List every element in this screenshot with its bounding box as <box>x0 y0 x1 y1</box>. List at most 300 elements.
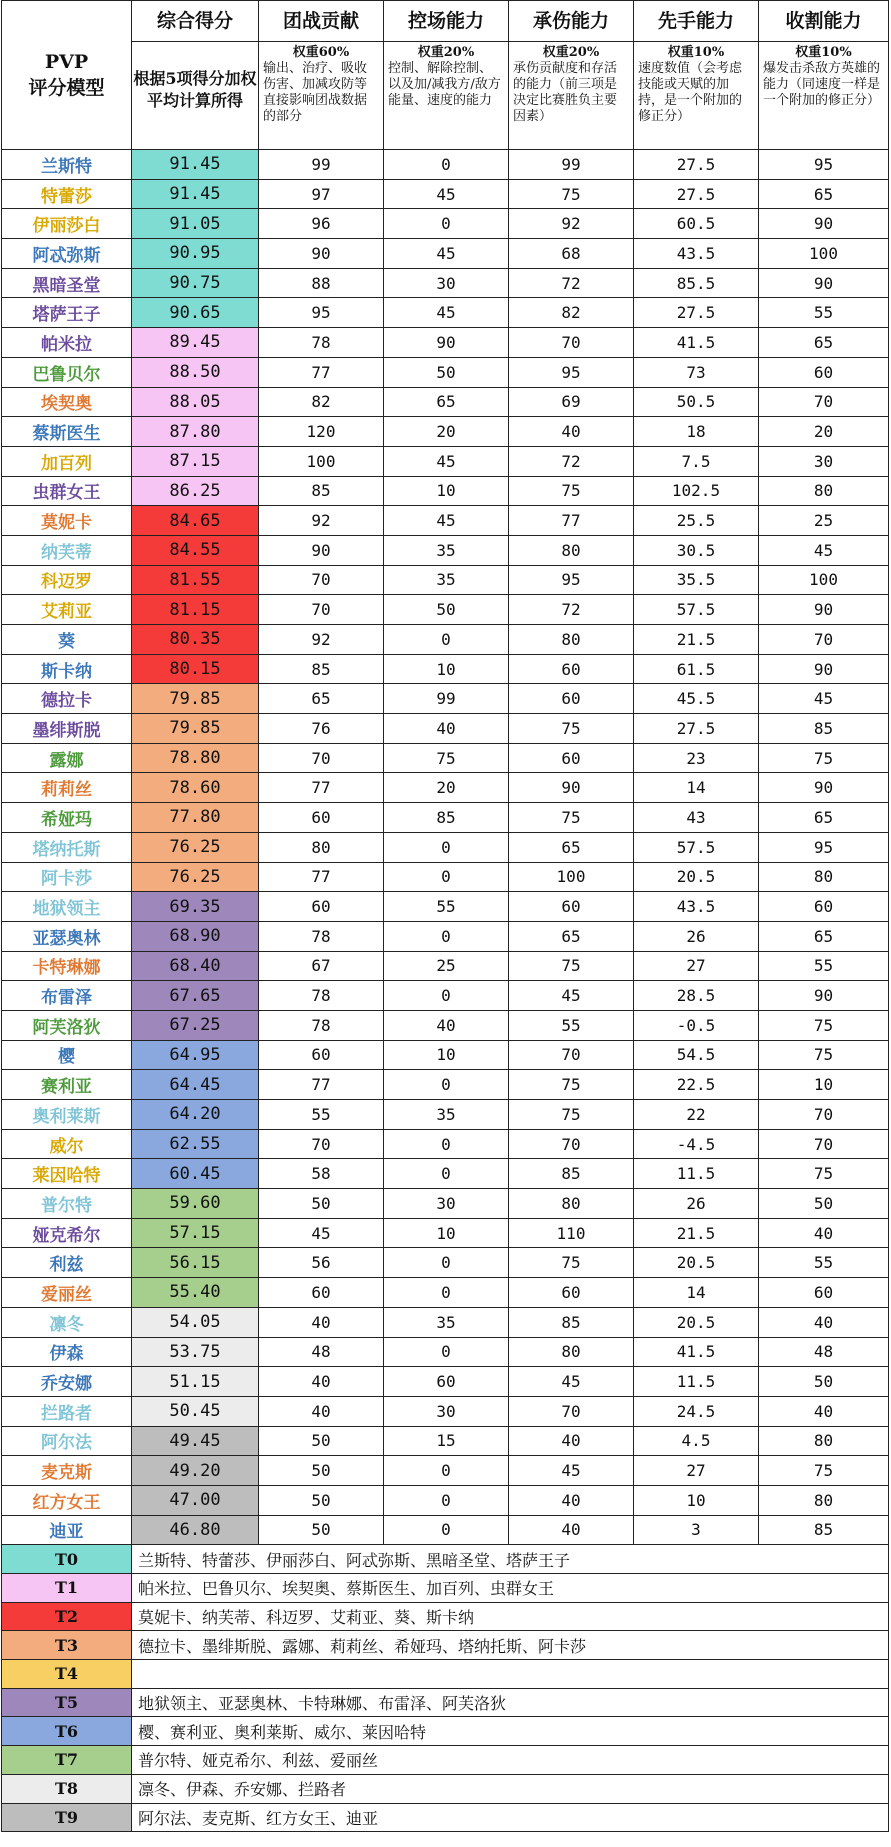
stat-value: 100 <box>759 565 889 595</box>
stat-value: 80 <box>759 476 889 506</box>
hero-name: 露娜 <box>2 743 132 773</box>
total-score: 53.75 <box>132 1337 259 1367</box>
table-row <box>2 535 889 565</box>
tier-label: T1 <box>2 1574 132 1603</box>
col-header-tank <box>509 1 634 150</box>
table-row <box>2 981 889 1011</box>
tier-label: T6 <box>2 1717 132 1746</box>
stat-value: 95 <box>759 150 889 180</box>
table-row <box>2 1040 889 1070</box>
stat-value: 35 <box>384 1100 509 1130</box>
table-row <box>2 476 889 506</box>
tier-row <box>2 1631 889 1660</box>
stat-value: 45 <box>509 981 634 1011</box>
stat-value: 78 <box>259 1010 384 1040</box>
stat-value: 43.5 <box>634 892 759 922</box>
stat-value: 75 <box>509 476 634 506</box>
table-row <box>2 1515 889 1545</box>
stat-value: 70 <box>259 1129 384 1159</box>
hero-name: 地狱领主 <box>2 892 132 922</box>
total-score: 91.05 <box>132 209 259 239</box>
col-desc: 控制、解除控制、以及加/减我方/敌方能量、速度的能力 <box>388 61 501 108</box>
stat-value: 45 <box>384 179 509 209</box>
table-row <box>2 1485 889 1515</box>
tier-members: 地狱领主、亚瑟奥林、卡特琳娜、布雷泽、阿芙洛狄 <box>132 1688 889 1717</box>
stat-value: 72 <box>509 595 634 625</box>
stat-value: 80 <box>259 832 384 862</box>
stat-value: 0 <box>384 1070 509 1100</box>
stat-value: 40 <box>759 1218 889 1248</box>
col-desc: 承伤贡献度和存活的能力（前三项是决定比赛胜负主要因素） <box>513 61 618 124</box>
stat-value: 35 <box>384 565 509 595</box>
table-row <box>2 1278 889 1308</box>
stat-value: 90 <box>259 535 384 565</box>
tier-members <box>132 1660 889 1689</box>
total-score: 80.15 <box>132 654 259 684</box>
total-score: 90.65 <box>132 298 259 328</box>
stat-value: 40 <box>259 1396 384 1426</box>
stat-value: 0 <box>384 1129 509 1159</box>
table-row <box>2 268 889 298</box>
stat-value: 70 <box>509 1129 634 1159</box>
stat-value: 40 <box>509 417 634 447</box>
stat-value: 0 <box>384 1337 509 1367</box>
stat-value: 65 <box>509 832 634 862</box>
stat-value: 7.5 <box>634 446 759 476</box>
stat-value: 30 <box>384 268 509 298</box>
table-row <box>2 328 889 358</box>
hero-name: 麦克斯 <box>2 1456 132 1486</box>
tier-members: 兰斯特、特蕾莎、伊丽莎白、阿忒弥斯、黑暗圣堂、塔萨王子 <box>132 1545 889 1574</box>
tier-label: T5 <box>2 1688 132 1717</box>
stat-value: 60 <box>509 1278 634 1308</box>
hero-name: 樱 <box>2 1040 132 1070</box>
col-desc: 爆发击杀敌方英雄的能力（同速度一样是一个附加的修正分） <box>763 61 881 108</box>
total-score: 90.75 <box>132 268 259 298</box>
stat-value: 20 <box>759 417 889 447</box>
stat-value: 70 <box>759 1129 889 1159</box>
table-row <box>2 743 889 773</box>
stat-value: 90 <box>759 654 889 684</box>
table-row <box>2 684 889 714</box>
total-score: 59.60 <box>132 1189 259 1219</box>
stat-value: 95 <box>509 357 634 387</box>
stat-value: 69 <box>509 387 634 417</box>
tier-row <box>2 1717 889 1746</box>
stat-value: 77 <box>509 506 634 536</box>
stat-value: 25 <box>384 951 509 981</box>
stat-value: 85 <box>259 476 384 506</box>
stat-value: 70 <box>509 328 634 358</box>
stat-value: 85 <box>259 654 384 684</box>
table-row <box>2 1367 889 1397</box>
stat-value: 92 <box>259 506 384 536</box>
total-score: 91.45 <box>132 150 259 180</box>
table-row <box>2 1070 889 1100</box>
stat-value: 75 <box>759 1010 889 1040</box>
stat-value: 56 <box>259 1248 384 1278</box>
stat-value: 22 <box>634 1100 759 1130</box>
stat-value: 50 <box>259 1485 384 1515</box>
stat-value: 48 <box>759 1337 889 1367</box>
stat-value: 21.5 <box>634 1218 759 1248</box>
stat-value: 0 <box>384 1278 509 1308</box>
stat-value: 10 <box>384 476 509 506</box>
stat-value: 65 <box>759 328 889 358</box>
col-header-team <box>259 1 384 150</box>
stat-value: 96 <box>259 209 384 239</box>
stat-value: 92 <box>259 625 384 655</box>
tier-members: 凛冬、伊森、乔安娜、拦路者 <box>132 1774 889 1803</box>
stat-value: 0 <box>384 862 509 892</box>
total-score: 81.55 <box>132 565 259 595</box>
stat-value: 11.5 <box>634 1367 759 1397</box>
stat-value: 0 <box>384 209 509 239</box>
model-title-text: PVP 评分模型 <box>28 51 105 99</box>
table-row <box>2 1100 889 1130</box>
stat-value: 14 <box>634 773 759 803</box>
stat-value: 50 <box>384 357 509 387</box>
total-score: 51.15 <box>132 1367 259 1397</box>
stat-value: 85 <box>509 1159 634 1189</box>
stat-value: 50.5 <box>634 387 759 417</box>
stat-value: 55 <box>759 298 889 328</box>
hero-name: 墨绯斯脱 <box>2 714 132 744</box>
col-title: 承伤能力 <box>509 1 633 42</box>
stat-value: 35.5 <box>634 565 759 595</box>
table-row <box>2 773 889 803</box>
stat-value: 70 <box>759 387 889 417</box>
hero-name: 卡特琳娜 <box>2 951 132 981</box>
col-header-first <box>634 1 759 150</box>
stat-value: 14 <box>634 1278 759 1308</box>
total-score: 67.25 <box>132 1010 259 1040</box>
stat-value: 65 <box>509 921 634 951</box>
stat-value: 60 <box>509 654 634 684</box>
stat-value: 10 <box>759 1070 889 1100</box>
tier-members: 德拉卡、墨绯斯脱、露娜、莉莉丝、希娅玛、塔纳托斯、阿卡莎 <box>132 1631 889 1660</box>
stat-value: 35 <box>384 535 509 565</box>
total-score: 78.80 <box>132 743 259 773</box>
stat-value: 90 <box>759 268 889 298</box>
stat-value: 77 <box>259 773 384 803</box>
table-row <box>2 1456 889 1486</box>
stat-value: 60.5 <box>634 209 759 239</box>
col-desc: 输出、治疗、吸收伤害、加减攻防等直接影响团战数据的部分 <box>263 61 368 124</box>
stat-value: 11.5 <box>634 1159 759 1189</box>
tier-label: T4 <box>2 1660 132 1689</box>
tier-row <box>2 1545 889 1574</box>
hero-name: 莉莉丝 <box>2 773 132 803</box>
stat-value: 25 <box>759 506 889 536</box>
stat-value: 67 <box>259 951 384 981</box>
stat-value: -0.5 <box>634 1010 759 1040</box>
col-title: 收割能力 <box>759 1 888 42</box>
stat-value: 85.5 <box>634 268 759 298</box>
hero-name: 伊森 <box>2 1337 132 1367</box>
stat-value: 73 <box>634 357 759 387</box>
stat-value: 60 <box>259 1040 384 1070</box>
stat-value: 57.5 <box>634 595 759 625</box>
stat-value: 68 <box>509 239 634 269</box>
stat-value: 85 <box>384 803 509 833</box>
table-row <box>2 1218 889 1248</box>
stat-value: 0 <box>384 1456 509 1486</box>
stat-value: 60 <box>759 1278 889 1308</box>
stat-value: 50 <box>259 1515 384 1545</box>
tier-members: 帕米拉、巴鲁贝尔、埃契奥、蔡斯医生、加百列、虫群女王 <box>132 1574 889 1603</box>
stat-value: 100 <box>759 239 889 269</box>
hero-name: 阿尔法 <box>2 1426 132 1456</box>
stat-value: 78 <box>259 921 384 951</box>
total-score: 46.80 <box>132 1515 259 1545</box>
hero-name: 科迈罗 <box>2 565 132 595</box>
stat-value: 75 <box>509 1248 634 1278</box>
total-score: 76.25 <box>132 862 259 892</box>
stat-value: 45 <box>509 1367 634 1397</box>
stat-value: 99 <box>509 150 634 180</box>
stat-value: 50 <box>384 595 509 625</box>
table-row <box>2 862 889 892</box>
total-score: 62.55 <box>132 1129 259 1159</box>
stat-value: 30 <box>384 1189 509 1219</box>
tier-members: 阿尔法、麦克斯、红方女王、迪亚 <box>132 1803 889 1832</box>
stat-value: 85 <box>759 714 889 744</box>
score-note: 根据5项得分加权平均计算所得 <box>133 69 257 110</box>
table-row <box>2 357 889 387</box>
total-score: 78.60 <box>132 773 259 803</box>
total-score: 49.45 <box>132 1426 259 1456</box>
stat-value: 70 <box>259 595 384 625</box>
stat-value: 72 <box>509 268 634 298</box>
stat-value: 65 <box>384 387 509 417</box>
stat-value: 27 <box>634 1456 759 1486</box>
stat-value: 95 <box>259 298 384 328</box>
table-row <box>2 921 889 951</box>
stat-value: 55 <box>759 951 889 981</box>
stat-value: 60 <box>259 803 384 833</box>
total-score: 88.05 <box>132 387 259 417</box>
table-row <box>2 714 889 744</box>
stat-value: 70 <box>259 565 384 595</box>
tier-label: T0 <box>2 1545 132 1574</box>
hero-name: 娅克希尔 <box>2 1218 132 1248</box>
stat-value: 20.5 <box>634 862 759 892</box>
hero-rows <box>2 150 889 1545</box>
stat-value: 41.5 <box>634 328 759 358</box>
stat-value: 102.5 <box>634 476 759 506</box>
stat-value: 23 <box>634 743 759 773</box>
total-score: 64.95 <box>132 1040 259 1070</box>
stat-value: 60 <box>259 1278 384 1308</box>
stat-value: 90 <box>759 209 889 239</box>
stat-value: 28.5 <box>634 981 759 1011</box>
col-title: 控场能力 <box>384 1 508 42</box>
col-weight: 权重10% <box>667 45 725 60</box>
stat-value: 50 <box>259 1456 384 1486</box>
stat-value: 40 <box>509 1515 634 1545</box>
hero-name: 赛利亚 <box>2 1070 132 1100</box>
hero-name: 亚瑟奥林 <box>2 921 132 951</box>
stat-value: 10 <box>384 1218 509 1248</box>
table-row <box>2 1129 889 1159</box>
hero-name: 希娅玛 <box>2 803 132 833</box>
stat-value: 85 <box>759 1515 889 1545</box>
stat-value: 70 <box>509 1040 634 1070</box>
hero-name: 乔安娜 <box>2 1367 132 1397</box>
stat-value: 99 <box>259 150 384 180</box>
stat-value: 0 <box>384 1515 509 1545</box>
stat-value: 20.5 <box>634 1248 759 1278</box>
stat-value: 77 <box>259 357 384 387</box>
table-row <box>2 239 889 269</box>
hero-name: 阿芙洛狄 <box>2 1010 132 1040</box>
table-row <box>2 179 889 209</box>
hero-name: 阿卡莎 <box>2 862 132 892</box>
stat-value: 80 <box>759 1485 889 1515</box>
stat-value: 100 <box>259 446 384 476</box>
table-row <box>2 803 889 833</box>
stat-value: 20 <box>384 773 509 803</box>
tier-row <box>2 1803 889 1832</box>
stat-value: 30.5 <box>634 535 759 565</box>
stat-value: 43 <box>634 803 759 833</box>
stat-value: 0 <box>384 1485 509 1515</box>
stat-value: 50 <box>759 1367 889 1397</box>
stat-value: 75 <box>509 1070 634 1100</box>
tier-row <box>2 1574 889 1603</box>
tier-row <box>2 1688 889 1717</box>
hero-name: 蔡斯医生 <box>2 417 132 447</box>
rating-table <box>1 0 889 1832</box>
total-score: 60.45 <box>132 1159 259 1189</box>
hero-name: 莱因哈特 <box>2 1159 132 1189</box>
stat-value: 40 <box>384 714 509 744</box>
stat-value: 60 <box>509 743 634 773</box>
stat-value: 45 <box>259 1218 384 1248</box>
total-score: 86.25 <box>132 476 259 506</box>
stat-value: 40 <box>259 1307 384 1337</box>
stat-value: 61.5 <box>634 654 759 684</box>
stat-value: -4.5 <box>634 1129 759 1159</box>
stat-value: 45 <box>759 684 889 714</box>
table-row <box>2 1337 889 1367</box>
total-score: 89.45 <box>132 328 259 358</box>
stat-value: 57.5 <box>634 832 759 862</box>
stat-value: 70 <box>259 743 384 773</box>
hero-name: 帕米拉 <box>2 328 132 358</box>
table-row <box>2 625 889 655</box>
table-row <box>2 1426 889 1456</box>
stat-value: 60 <box>759 357 889 387</box>
table-row <box>2 298 889 328</box>
total-score: 79.85 <box>132 714 259 744</box>
stat-value: 27.5 <box>634 150 759 180</box>
tier-row <box>2 1774 889 1803</box>
stat-value: 80 <box>759 862 889 892</box>
stat-value: 90 <box>759 595 889 625</box>
stat-value: 75 <box>509 951 634 981</box>
stat-value: 70 <box>509 1396 634 1426</box>
hero-name: 特蕾莎 <box>2 179 132 209</box>
hero-name: 埃契奥 <box>2 387 132 417</box>
tier-members: 樱、赛利亚、奥利莱斯、威尔、莱因哈特 <box>132 1717 889 1746</box>
hero-name: 纳芙蒂 <box>2 535 132 565</box>
stat-value: 76 <box>259 714 384 744</box>
stat-value: 10 <box>634 1485 759 1515</box>
stat-value: 10 <box>384 654 509 684</box>
stat-value: 45 <box>384 239 509 269</box>
col-header-harvest <box>759 1 889 150</box>
tier-label: T3 <box>2 1631 132 1660</box>
stat-value: 60 <box>259 892 384 922</box>
stat-value: 82 <box>259 387 384 417</box>
stat-value: 0 <box>384 1159 509 1189</box>
hero-name: 凛冬 <box>2 1307 132 1337</box>
stat-value: 88 <box>259 268 384 298</box>
stat-value: 55 <box>509 1010 634 1040</box>
table-row <box>2 387 889 417</box>
stat-value: 30 <box>759 446 889 476</box>
tier-row <box>2 1660 889 1689</box>
stat-value: 92 <box>509 209 634 239</box>
stat-value: 45 <box>384 446 509 476</box>
tier-label: T9 <box>2 1803 132 1832</box>
col-title: 团战贡献 <box>259 1 383 42</box>
stat-value: 90 <box>509 773 634 803</box>
stat-value: 40 <box>509 1485 634 1515</box>
col-title: 先手能力 <box>634 1 758 42</box>
tier-label: T2 <box>2 1602 132 1631</box>
stat-value: 20 <box>384 417 509 447</box>
stat-value: 35 <box>384 1307 509 1337</box>
tier-legend <box>2 1545 889 1832</box>
hero-name: 斯卡纳 <box>2 654 132 684</box>
stat-value: 24.5 <box>634 1396 759 1426</box>
stat-value: 45 <box>384 506 509 536</box>
stat-value: 75 <box>509 1100 634 1130</box>
hero-name: 拦路者 <box>2 1396 132 1426</box>
score-title: 综合得分 <box>132 1 258 42</box>
total-score: 56.15 <box>132 1248 259 1278</box>
hero-name: 黑暗圣堂 <box>2 268 132 298</box>
hero-name: 奥利莱斯 <box>2 1100 132 1130</box>
stat-value: 120 <box>259 417 384 447</box>
stat-value: 18 <box>634 417 759 447</box>
table-row <box>2 654 889 684</box>
stat-value: 70 <box>759 625 889 655</box>
total-score: 57.15 <box>132 1218 259 1248</box>
stat-value: 0 <box>384 1248 509 1278</box>
stat-value: 45 <box>509 1456 634 1486</box>
hero-name: 兰斯特 <box>2 150 132 180</box>
hero-name: 莫妮卡 <box>2 506 132 536</box>
stat-value: 50 <box>759 1189 889 1219</box>
stat-value: 65 <box>759 179 889 209</box>
stat-value: 75 <box>759 743 889 773</box>
score-header <box>132 1 259 150</box>
stat-value: 75 <box>509 803 634 833</box>
hero-name: 爱丽丝 <box>2 1278 132 1308</box>
table-row <box>2 1189 889 1219</box>
header-row <box>2 1 889 150</box>
stat-value: 10 <box>384 1040 509 1070</box>
hero-name: 葵 <box>2 625 132 655</box>
stat-value: 78 <box>259 328 384 358</box>
stat-value: 55 <box>759 1248 889 1278</box>
table-row <box>2 1307 889 1337</box>
stat-value: 90 <box>759 773 889 803</box>
